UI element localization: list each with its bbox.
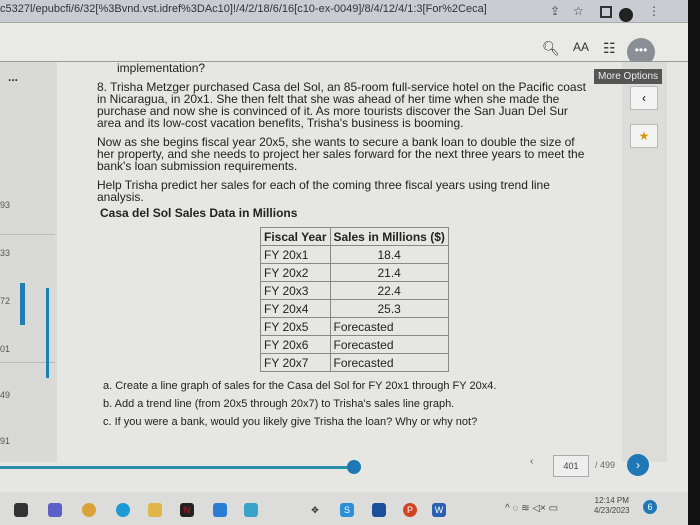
bookmark-star-icon[interactable]: ☆ — [573, 4, 584, 18]
cell: FY 20x1 — [261, 246, 331, 264]
sidebar-page-number[interactable]: 01 — [0, 344, 11, 354]
clock-date: 4/23/2023 — [594, 506, 630, 515]
clock-time: 12:14 PM — [594, 496, 629, 505]
app-s-icon[interactable]: S — [340, 503, 354, 517]
cell: Forecasted — [330, 318, 448, 336]
slider-handle[interactable] — [347, 460, 361, 474]
edge-icon[interactable] — [116, 503, 130, 517]
table-title: Casa del Sol Sales Data in Millions — [100, 206, 298, 220]
sidebar — [0, 62, 57, 462]
teams-icon[interactable] — [48, 503, 62, 517]
table-row — [261, 264, 449, 282]
right-panel — [622, 62, 667, 462]
cell: FY 20x2 — [261, 264, 331, 282]
column-header: Sales in Millions ($) — [330, 228, 448, 246]
previous-line: implementation? — [117, 61, 206, 75]
reading-progress-slider[interactable] — [0, 466, 355, 469]
problem-paragraph: 8. Trisha Metzger purchased Casa del Sol, an 85-room full-service hotel on the Pacific coast in Nicaragua, in 20x1. She then felt that she was ahead of her time when she made the purchase and now she is convinced of it. As more tourists discover the San Juan Del Sur area and its low-cost vacation benefits, Trisha's business is booming. — [97, 80, 586, 130]
next-page-button[interactable]: › — [627, 454, 649, 476]
sidebar-page-number[interactable]: 49 — [0, 390, 11, 400]
more-options-button[interactable]: ••• — [627, 38, 655, 66]
sidebar-more-button[interactable]: ... — [8, 70, 19, 84]
content-scrollbar[interactable] — [46, 288, 49, 378]
address-bar[interactable] — [0, 0, 688, 23]
word-icon[interactable]: W — [432, 503, 446, 517]
font-size-icon[interactable]: AA — [573, 40, 590, 54]
problem-paragraph: Now as she begins fiscal year 20x5, she wants to secure a bank loan to double the size of her property, and she needs to project her sales forward for the next three years to meet the bank's loan submission requirements. — [97, 135, 585, 173]
search-icon[interactable]: 🔍︎ — [542, 40, 560, 56]
more-options-tooltip: More Options — [594, 69, 662, 84]
url-text[interactable]: c5327l/epubcfi/6/32[%3Bvnd.vst.idref%3DAc10]!/4/2/18/6/16[c10-ex-0049]/8/4/12/4/1:3[For%2Ceca] — [0, 3, 487, 15]
collapse-panel-button[interactable]: ‹ — [630, 86, 658, 110]
store-icon[interactable] — [213, 503, 227, 517]
cell: FY 20x5 — [261, 318, 331, 336]
cell: FY 20x6 — [261, 336, 331, 354]
webex-icon[interactable] — [372, 503, 386, 517]
dropbox-icon[interactable]: ✥ — [311, 505, 319, 515]
cell: 18.4 — [330, 246, 448, 264]
table-row — [261, 246, 449, 264]
question-a: a. Create a line graph of sales for the Casa del Sol for FY 20x1 through FY 20x4. — [103, 380, 497, 392]
bookmark-star-button[interactable]: ★ — [630, 124, 658, 148]
powerpoint-icon[interactable]: P — [403, 503, 417, 517]
sidebar-page-number[interactable]: 72 — [0, 296, 11, 306]
netflix-icon[interactable]: N — [180, 503, 194, 517]
table-row — [261, 300, 449, 318]
kebab-menu-icon[interactable]: ⋮ — [648, 4, 660, 18]
question-b: b. Add a trend line (from 20x5 through 20x7) to Trisha's sales line graph. — [103, 398, 455, 410]
mail-icon[interactable] — [244, 503, 258, 517]
sales-table — [260, 227, 449, 372]
cell: 22.4 — [330, 282, 448, 300]
cell: FY 20x4 — [261, 300, 331, 318]
table-row — [261, 282, 449, 300]
table-row — [261, 354, 449, 372]
clock[interactable] — [594, 496, 630, 516]
sidebar-page-number[interactable]: 93 — [0, 200, 11, 210]
table-row — [261, 336, 449, 354]
start-icon[interactable] — [14, 503, 28, 517]
cell: FY 20x3 — [261, 282, 331, 300]
sidebar-page-number[interactable]: 91 — [0, 436, 11, 446]
share-icon[interactable]: ⇪ — [550, 4, 561, 18]
question-c: c. If you were a bank, would you likely give Trisha the loan? Why or why not? — [103, 416, 478, 428]
questions — [103, 377, 496, 431]
sidebar-icon[interactable] — [600, 6, 612, 18]
cell: 25.3 — [330, 300, 448, 318]
cell: FY 20x7 — [261, 354, 331, 372]
cell: Forecasted — [330, 336, 448, 354]
sidebar-page-number[interactable]: 33 — [0, 248, 11, 258]
prev-page-button[interactable]: ‹ — [530, 456, 534, 467]
page-total: / 499 — [595, 460, 616, 470]
notes-icon[interactable]: ☷ — [603, 40, 616, 56]
chrome-icon[interactable] — [82, 503, 96, 517]
cell: Forecasted — [330, 354, 448, 372]
cell: 21.4 — [330, 264, 448, 282]
problem-paragraph: Help Trisha predict her sales for each of the coming three fiscal years using trend line analysis. — [97, 178, 550, 204]
notification-badge[interactable]: 6 — [643, 500, 657, 514]
profile-avatar[interactable] — [619, 8, 633, 22]
system-tray-icons[interactable]: ^ ◌ ≋ ◁× ▭ — [505, 503, 559, 514]
page-number-input[interactable]: 401 — [553, 455, 589, 477]
sidebar-current-marker — [20, 283, 25, 325]
column-header: Fiscal Year — [261, 228, 331, 246]
file-explorer-icon[interactable] — [148, 503, 162, 517]
table-row — [261, 318, 449, 336]
book-content — [97, 62, 587, 226]
